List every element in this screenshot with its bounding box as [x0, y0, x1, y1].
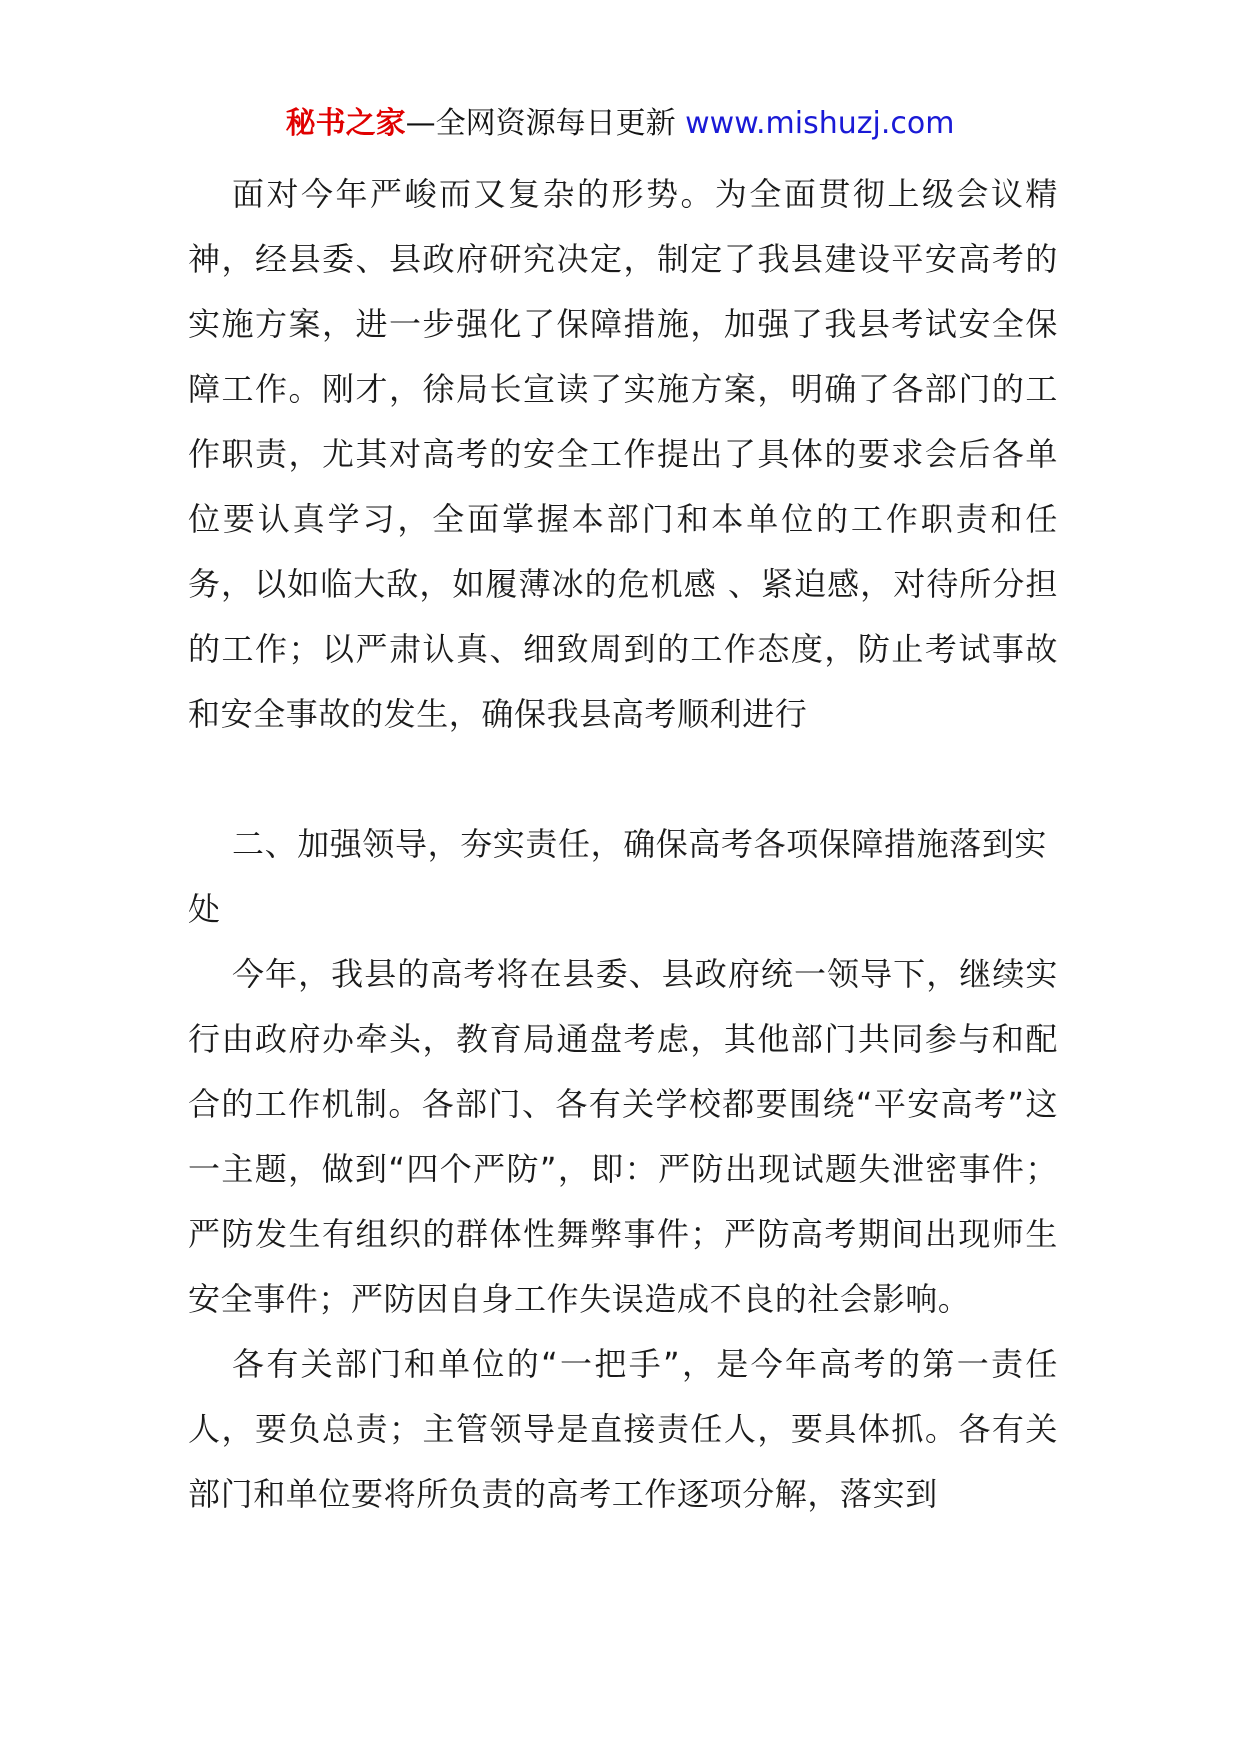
site-brand: 秘书之家 [285, 106, 406, 141]
body-paragraph-1: 面对今年严峻而又复杂的形势。为全面贯彻上级会议精神，经县委、县政府研究决定，制定了我县建设平安高考的实施方案，进一步强化了保障措施，加强了我县考试安全保障工作。刚才，徐局长宣读了实施方案，明确了各部门的工作职责，尤其对高考的安全工作提出了具体的要求会后各单位要认真学习，全面掌握本部门和本单位的工作职责和任务，以如临大敌，如履薄冰的危机感 、紧迫感，对待所分担的工作；以严肃认真、细致周到的工作态度，防止考试事故和安全事故的发生，确保我县高考顺利进行 [188, 175, 1058, 733]
site-url-link[interactable]: www.mishuzj.com [685, 106, 955, 141]
document-body [188, 162, 1058, 1527]
site-header [0, 102, 1240, 146]
section-heading: 二、加强领导，夯实责任，确保高考各项保障措施落到实处 [188, 825, 1048, 928]
body-paragraph-2: 今年，我县的高考将在县委、县政府统一领导下，继续实行由政府办牵头，教育局通盘考虑，其他部门共同参与和配合的工作机制。各部门、各有关学校都要围绕“平安高考”这一主题，做到“四个严防”，即：严防出现试题失泄密事件；严防发生有组织的群体性舞弊事件；严防高考期间出现师生安全事件；严防因自身工作失误造成不良的社会影响。 [188, 955, 1058, 1318]
site-tagline: —全网资源每日更新 [405, 106, 676, 141]
body-paragraph-3: 各有关部门和单位的“一把手”，是今年高考的第一责任人，要负总责；主管领导是直接责任人，要具体抓。各有关部门和单位要将所负责的高考工作逐项分解，落实到 [188, 1345, 1058, 1513]
